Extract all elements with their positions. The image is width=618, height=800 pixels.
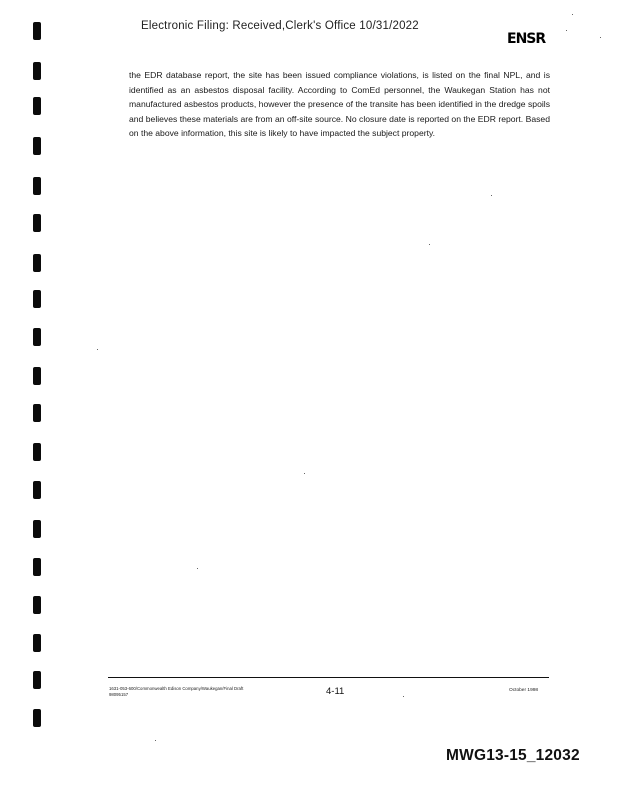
binder-punch-holes [33, 0, 45, 800]
page-number: 4-11 [326, 686, 345, 697]
punch-hole [33, 520, 41, 538]
punch-hole [33, 481, 41, 499]
scan-speck [97, 349, 98, 350]
scan-speck [572, 14, 573, 15]
punch-hole [33, 97, 41, 115]
company-logo: ENSR [507, 31, 546, 47]
punch-hole [33, 328, 41, 346]
punch-hole [33, 177, 41, 195]
scan-speck [197, 568, 198, 569]
scan-speck [566, 30, 567, 31]
scan-speck [403, 696, 404, 697]
bates-number: MWG13-15_12032 [446, 747, 580, 764]
filing-stamp: Electronic Filing: Received,Clerk's Office 10/31/2022 [141, 20, 419, 32]
punch-hole [33, 290, 41, 308]
punch-hole [33, 671, 41, 689]
punch-hole [33, 137, 41, 155]
punch-hole [33, 404, 41, 422]
punch-hole [33, 367, 41, 385]
footer-file-reference [109, 686, 319, 698]
footer-file-path: 1631-053-600/Commonwealth Edison Company/Waukegan/Final Draft [109, 686, 244, 691]
body-paragraph: the EDR database report, the site has been issued compliance violations, is listed on the final NPL, and is identified as an asbestos disposal facility. According to ComEd personnel, the Waukegan Station has not manufactured asbestos products, however the presence of the transite has been identified in the dredge spoils and believes these materials are from an off-site source. No closure date is reported on the EDR report. Based on the above information, this site is likely to have impacted the subject property. [129, 70, 550, 139]
punch-hole [33, 558, 41, 576]
punch-hole [33, 443, 41, 461]
punch-hole [33, 22, 41, 40]
scan-speck [304, 473, 305, 474]
scan-speck [600, 37, 601, 38]
footer-rule [108, 677, 549, 678]
punch-hole [33, 214, 41, 232]
footer-file-number: 98095157 [109, 692, 129, 697]
scan-speck [491, 195, 492, 196]
punch-hole [33, 634, 41, 652]
punch-hole [33, 596, 41, 614]
scan-speck [429, 244, 430, 245]
scan-speck [155, 740, 156, 741]
footer-date: October 1998 [509, 688, 539, 693]
punch-hole [33, 709, 41, 727]
punch-hole [33, 62, 41, 80]
punch-hole [33, 254, 41, 272]
